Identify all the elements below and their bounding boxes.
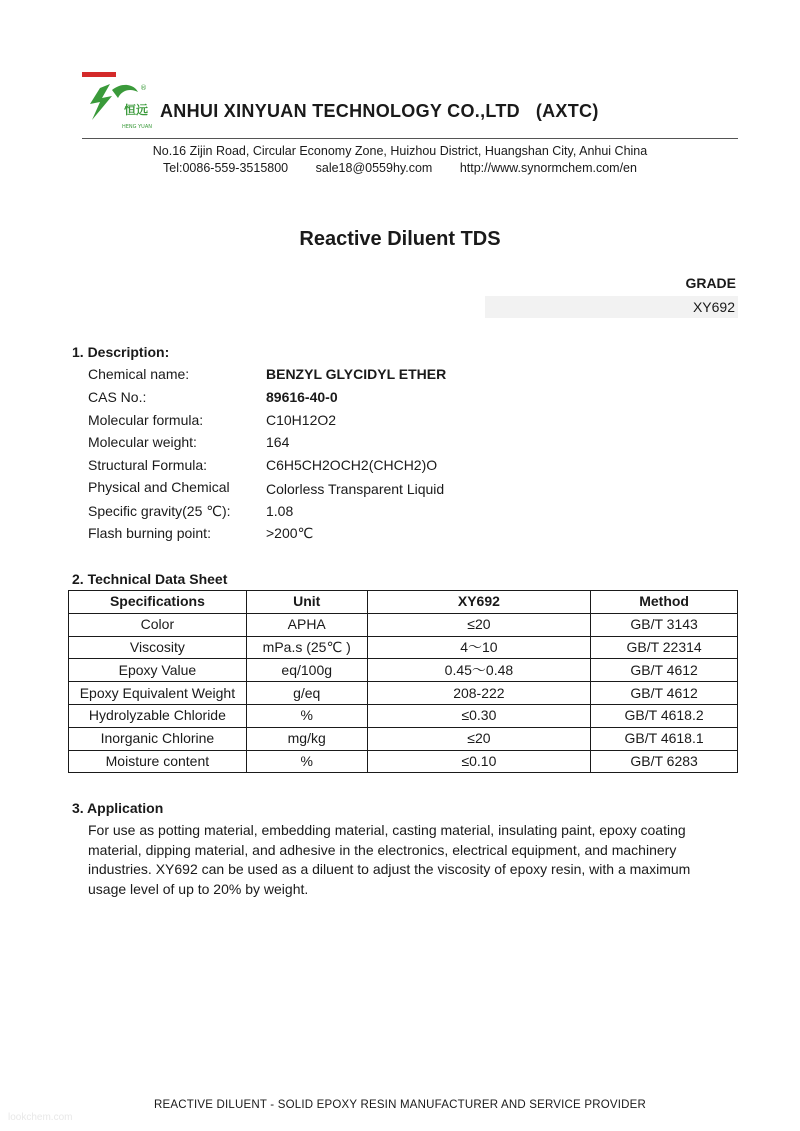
description-row (88, 412, 708, 432)
description-key: Molecular weight: (88, 434, 197, 450)
table-cell: Epoxy Equivalent Weight (69, 682, 247, 705)
table-cell: 4～10 (367, 636, 591, 659)
description-key: Molecular formula: (88, 412, 204, 428)
table-cell: g/eq (246, 682, 367, 705)
grade-label: GRADE (685, 275, 736, 291)
description-heading: 1. Description: (72, 344, 170, 360)
table-cell: GB/T 4612 (591, 682, 738, 705)
company-address: No.16 Zijin Road, Circular Economy Zone, Huizhou District, Huangshan City, Anhui China (152, 144, 648, 158)
description-row (88, 479, 708, 499)
description-row (88, 525, 708, 545)
description-key: Structural Formula: (88, 457, 208, 473)
table-cell: Moisture content (69, 750, 247, 773)
description-value: 89616-40-0 (266, 389, 338, 405)
website-link: http://www.synormchem.com/en (459, 161, 637, 175)
table-cell: GB/T 4618.2 (591, 704, 738, 727)
description-row (88, 503, 708, 523)
technical-data-table (68, 590, 738, 773)
svg-text:®: ® (140, 84, 147, 92)
table-header-row (69, 591, 738, 614)
svg-text:HENG YUAN: HENG YUAN (122, 124, 152, 130)
table-cell: GB/T 6283 (591, 750, 738, 773)
table-cell: % (246, 750, 367, 773)
table-cell: 208-222 (367, 682, 591, 705)
column-header: Method (591, 591, 738, 614)
application-heading: 3. Application (72, 800, 164, 816)
table-row (69, 613, 738, 636)
company-logo (78, 70, 154, 134)
description-row (88, 457, 708, 477)
column-header: Unit (246, 591, 367, 614)
table-cell: GB/T 4618.1 (591, 727, 738, 750)
description-value: C10H12O2 (266, 412, 337, 428)
table-cell: ≤20 (367, 613, 591, 636)
table-row (69, 636, 738, 659)
description-value: 1.08 (266, 503, 294, 519)
svg-text:恒远: 恒远 (124, 103, 149, 117)
column-header: XY692 (367, 591, 591, 614)
column-header: Specifications (69, 591, 247, 614)
table-cell: Epoxy Value (69, 659, 247, 682)
watermark: lookchem.com (8, 1112, 73, 1123)
document-title: Reactive Diluent TDS (299, 228, 501, 250)
description-row (88, 389, 708, 409)
table-cell: 0.45～0.48 (367, 659, 591, 682)
tds-heading: 2. Technical Data Sheet (72, 571, 228, 587)
description-key: Specific gravity(25 ℃): (88, 503, 231, 519)
table-cell: Hydrolyzable Chloride (69, 704, 247, 727)
description-key: Chemical name: (88, 366, 190, 382)
table-row (69, 659, 738, 682)
description-key: Flash burning point: (88, 525, 211, 541)
header-divider (82, 138, 738, 139)
table-cell: ≤0.10 (367, 750, 591, 773)
description-value: >200℃ (266, 525, 314, 541)
table-cell: Inorganic Chlorine (69, 727, 247, 750)
table-row (69, 750, 738, 773)
description-row (88, 434, 708, 454)
table-cell: ≤0.30 (367, 704, 591, 727)
table-cell: mPa.s (25℃ ) (246, 636, 367, 659)
table-row (69, 727, 738, 750)
table-cell: GB/T 22314 (591, 636, 738, 659)
description-value: C6H5CH2OCH2(CHCH2)O (266, 457, 438, 473)
table-cell: GB/T 3143 (591, 613, 738, 636)
table-cell: mg/kg (246, 727, 367, 750)
table-cell: GB/T 4612 (591, 659, 738, 682)
application-text: For use as potting material, embedding material, casting material, insulating paint, epoxy coating material, dipping material, and adhesive in the electronics, electrical equipment, and machinery industries. XY692 can be used as a diluent to adjust the viscosity of epoxy resin, with a maximum usage level of up to 20% by weight. (88, 822, 691, 898)
contact-line (0, 161, 800, 175)
phone-number: Tel:0086-559-3515800 (163, 161, 289, 175)
table-row (69, 682, 738, 705)
table-cell: eq/100g (246, 659, 367, 682)
email-address: sale18@0559hy.com (315, 161, 433, 175)
table-row (69, 704, 738, 727)
description-value: BENZYL GLYCIDYL ETHER (266, 366, 447, 382)
company-name: ANHUI XINYUAN TECHNOLOGY CO.,LTD (AXTC) (160, 101, 599, 121)
table-cell: ≤20 (367, 727, 591, 750)
description-value: Colorless Transparent Liquid (266, 481, 445, 497)
table-cell: % (246, 704, 367, 727)
description-value: 164 (266, 434, 290, 450)
table-cell: APHA (246, 613, 367, 636)
description-key: Physical and Chemical (88, 479, 230, 495)
table-cell: Color (69, 613, 247, 636)
description-row (88, 366, 708, 386)
page-footer: REACTIVE DILUENT - SOLID EPOXY RESIN MANUFACTURER AND SERVICE PROVIDER (154, 1099, 646, 1111)
description-key: CAS No.: (88, 389, 147, 405)
grade-value: XY692 (485, 296, 738, 318)
table-cell: Viscosity (69, 636, 247, 659)
